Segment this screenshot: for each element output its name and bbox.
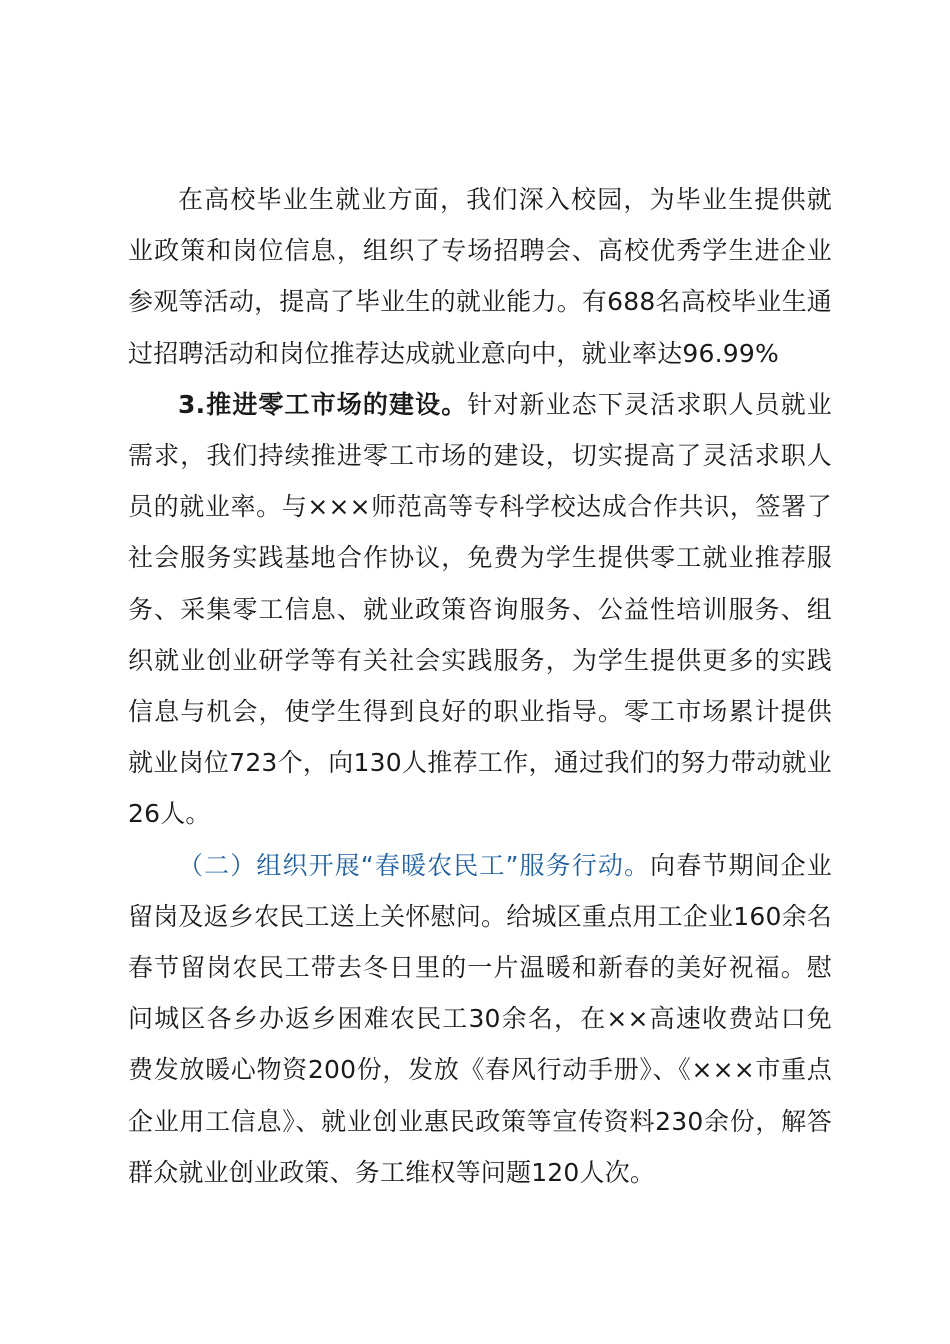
paragraph-graduate-employment (128, 174, 832, 379)
section-heading: （二）组织开展“春暖农民工”服务行动。 (178, 850, 651, 880)
paragraph-heading: 3.推进零工市场的建设。 (178, 389, 468, 419)
paragraph-gig-market (128, 379, 832, 840)
paragraph-text: 在高校毕业生就业方面，我们深入校园，为毕业生提供就业政策和岗位信息，组织了专场招聘会、高校优秀学生进企业参观等活动，提高了毕业生的就业能力。有688名高校毕业生通过招聘活动和岗位推荐达成就业意向中，就业率达96.99% (128, 185, 832, 368)
document-body (128, 174, 832, 1198)
paragraph-text: 针对新业态下灵活求职人员就业需求，我们持续推进零工市场的建设，切实提高了灵活求职人员的就业率。与×××师范高等专科学校达成合作共识，签署了社会服务实践基地合作协议，免费为学生提供零工就业推荐服务、采集零工信息、就业政策咨询服务、公益性培训服务、组织就业创业研学等有关社会实践服务，为学生提供更多的实践信息与机会，使学生得到良好的职业指导。零工市场累计提供就业岗位723个，向130人推荐工作，通过我们的努力带动就业26人。 (128, 389, 832, 829)
paragraph-spring-warmth-action (128, 840, 832, 1198)
paragraph-text: 向春节期间企业留岗及返乡农民工送上关怀慰问。给城区重点用工企业160余名春节留岗农民工带去冬日里的一片温暖和新春的美好祝福。慰问城区各乡办返乡困难农民工30余名，在××高速收费站口免费发放暖心物资200份，发放《春风行动手册》、《×××市重点企业用工信息》、就业创业惠民政策等宣传资料230余份，解答群众就业创业政策、务工维权等问题120人次。 (128, 850, 832, 1187)
